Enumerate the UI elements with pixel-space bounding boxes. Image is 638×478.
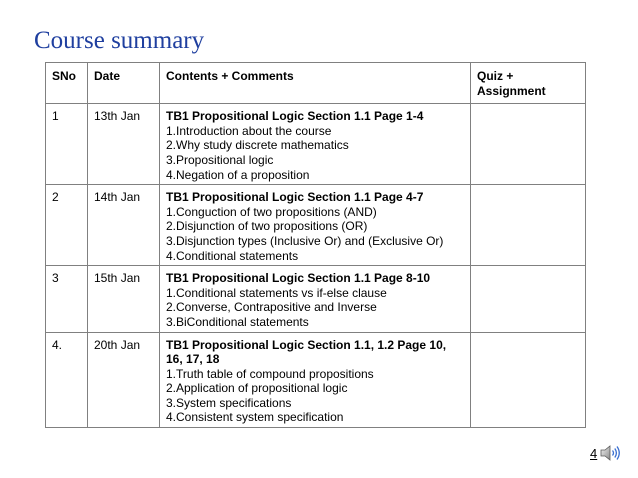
contents-item: 4.Consistent system specification bbox=[166, 410, 344, 425]
contents-item: 1.Conditional statements vs if-else clause bbox=[166, 285, 387, 300]
cell-contents bbox=[160, 332, 471, 428]
cell-contents bbox=[160, 266, 471, 332]
table-row bbox=[46, 266, 586, 332]
contents-heading: TB1 Propositional Logic Section 1.1, 1.2 Page 10, 16, 17, 18 bbox=[166, 337, 447, 367]
contents-item: 1.Conguction of two propositions (AND) bbox=[166, 204, 377, 219]
contents-item: 1.Truth table of compound propositions bbox=[166, 366, 374, 381]
contents-item: 2.Converse, Contrapositive and Inverse bbox=[166, 300, 377, 315]
header-contents: Contents + Comments bbox=[160, 63, 471, 104]
contents-heading: TB1 Propositional Logic Section 1.1 Page 4-7 bbox=[166, 190, 424, 205]
header-sno: SNo bbox=[46, 63, 88, 104]
cell-date: 13th Jan bbox=[88, 104, 160, 185]
contents-item: 1.Introduction about the course bbox=[166, 123, 332, 138]
contents-item: 2.Why study discrete mathematics bbox=[166, 138, 349, 153]
contents-item: 2.Application of propositional logic bbox=[166, 381, 348, 396]
cell-quiz bbox=[471, 266, 586, 332]
cell-date: 20th Jan bbox=[88, 332, 160, 428]
speaker-icon[interactable] bbox=[599, 444, 621, 462]
cell-quiz bbox=[471, 104, 586, 185]
contents-heading: TB1 Propositional Logic Section 1.1 Page 1-4 bbox=[166, 109, 424, 124]
cell-sno: 2 bbox=[46, 185, 88, 266]
table-row bbox=[46, 185, 586, 266]
page-number: 4 bbox=[590, 446, 598, 461]
cell-sno: 3 bbox=[46, 266, 88, 332]
cell-contents bbox=[160, 185, 471, 266]
cell-sno: 1 bbox=[46, 104, 88, 185]
contents-item: 3.Propositional logic bbox=[166, 152, 274, 167]
contents-heading: TB1 Propositional Logic Section 1.1 Page 8-10 bbox=[166, 271, 431, 286]
course-summary-table bbox=[45, 62, 586, 428]
contents-item: 4.Conditional statements bbox=[166, 248, 299, 263]
header-quiz: Quiz + Assignment bbox=[471, 63, 586, 104]
cell-date: 14th Jan bbox=[88, 185, 160, 266]
table-header-row bbox=[46, 63, 586, 104]
table-row bbox=[46, 332, 586, 428]
table-row bbox=[46, 104, 586, 185]
cell-sno: 4. bbox=[46, 332, 88, 428]
contents-item: 3.Disjunction types (Inclusive Or) and (Exclusive Or) bbox=[166, 233, 444, 248]
cell-contents bbox=[160, 104, 471, 185]
header-date: Date bbox=[88, 63, 160, 104]
contents-item: 3.BiConditional statements bbox=[166, 314, 309, 329]
contents-item: 3.System specifications bbox=[166, 395, 292, 410]
cell-quiz bbox=[471, 332, 586, 428]
contents-item: 2.Disjunction of two propositions (OR) bbox=[166, 219, 368, 234]
slide-title: Course summary bbox=[34, 27, 205, 54]
contents-item: 4.Negation of a proposition bbox=[166, 167, 310, 182]
cell-quiz bbox=[471, 185, 586, 266]
cell-date: 15th Jan bbox=[88, 266, 160, 332]
